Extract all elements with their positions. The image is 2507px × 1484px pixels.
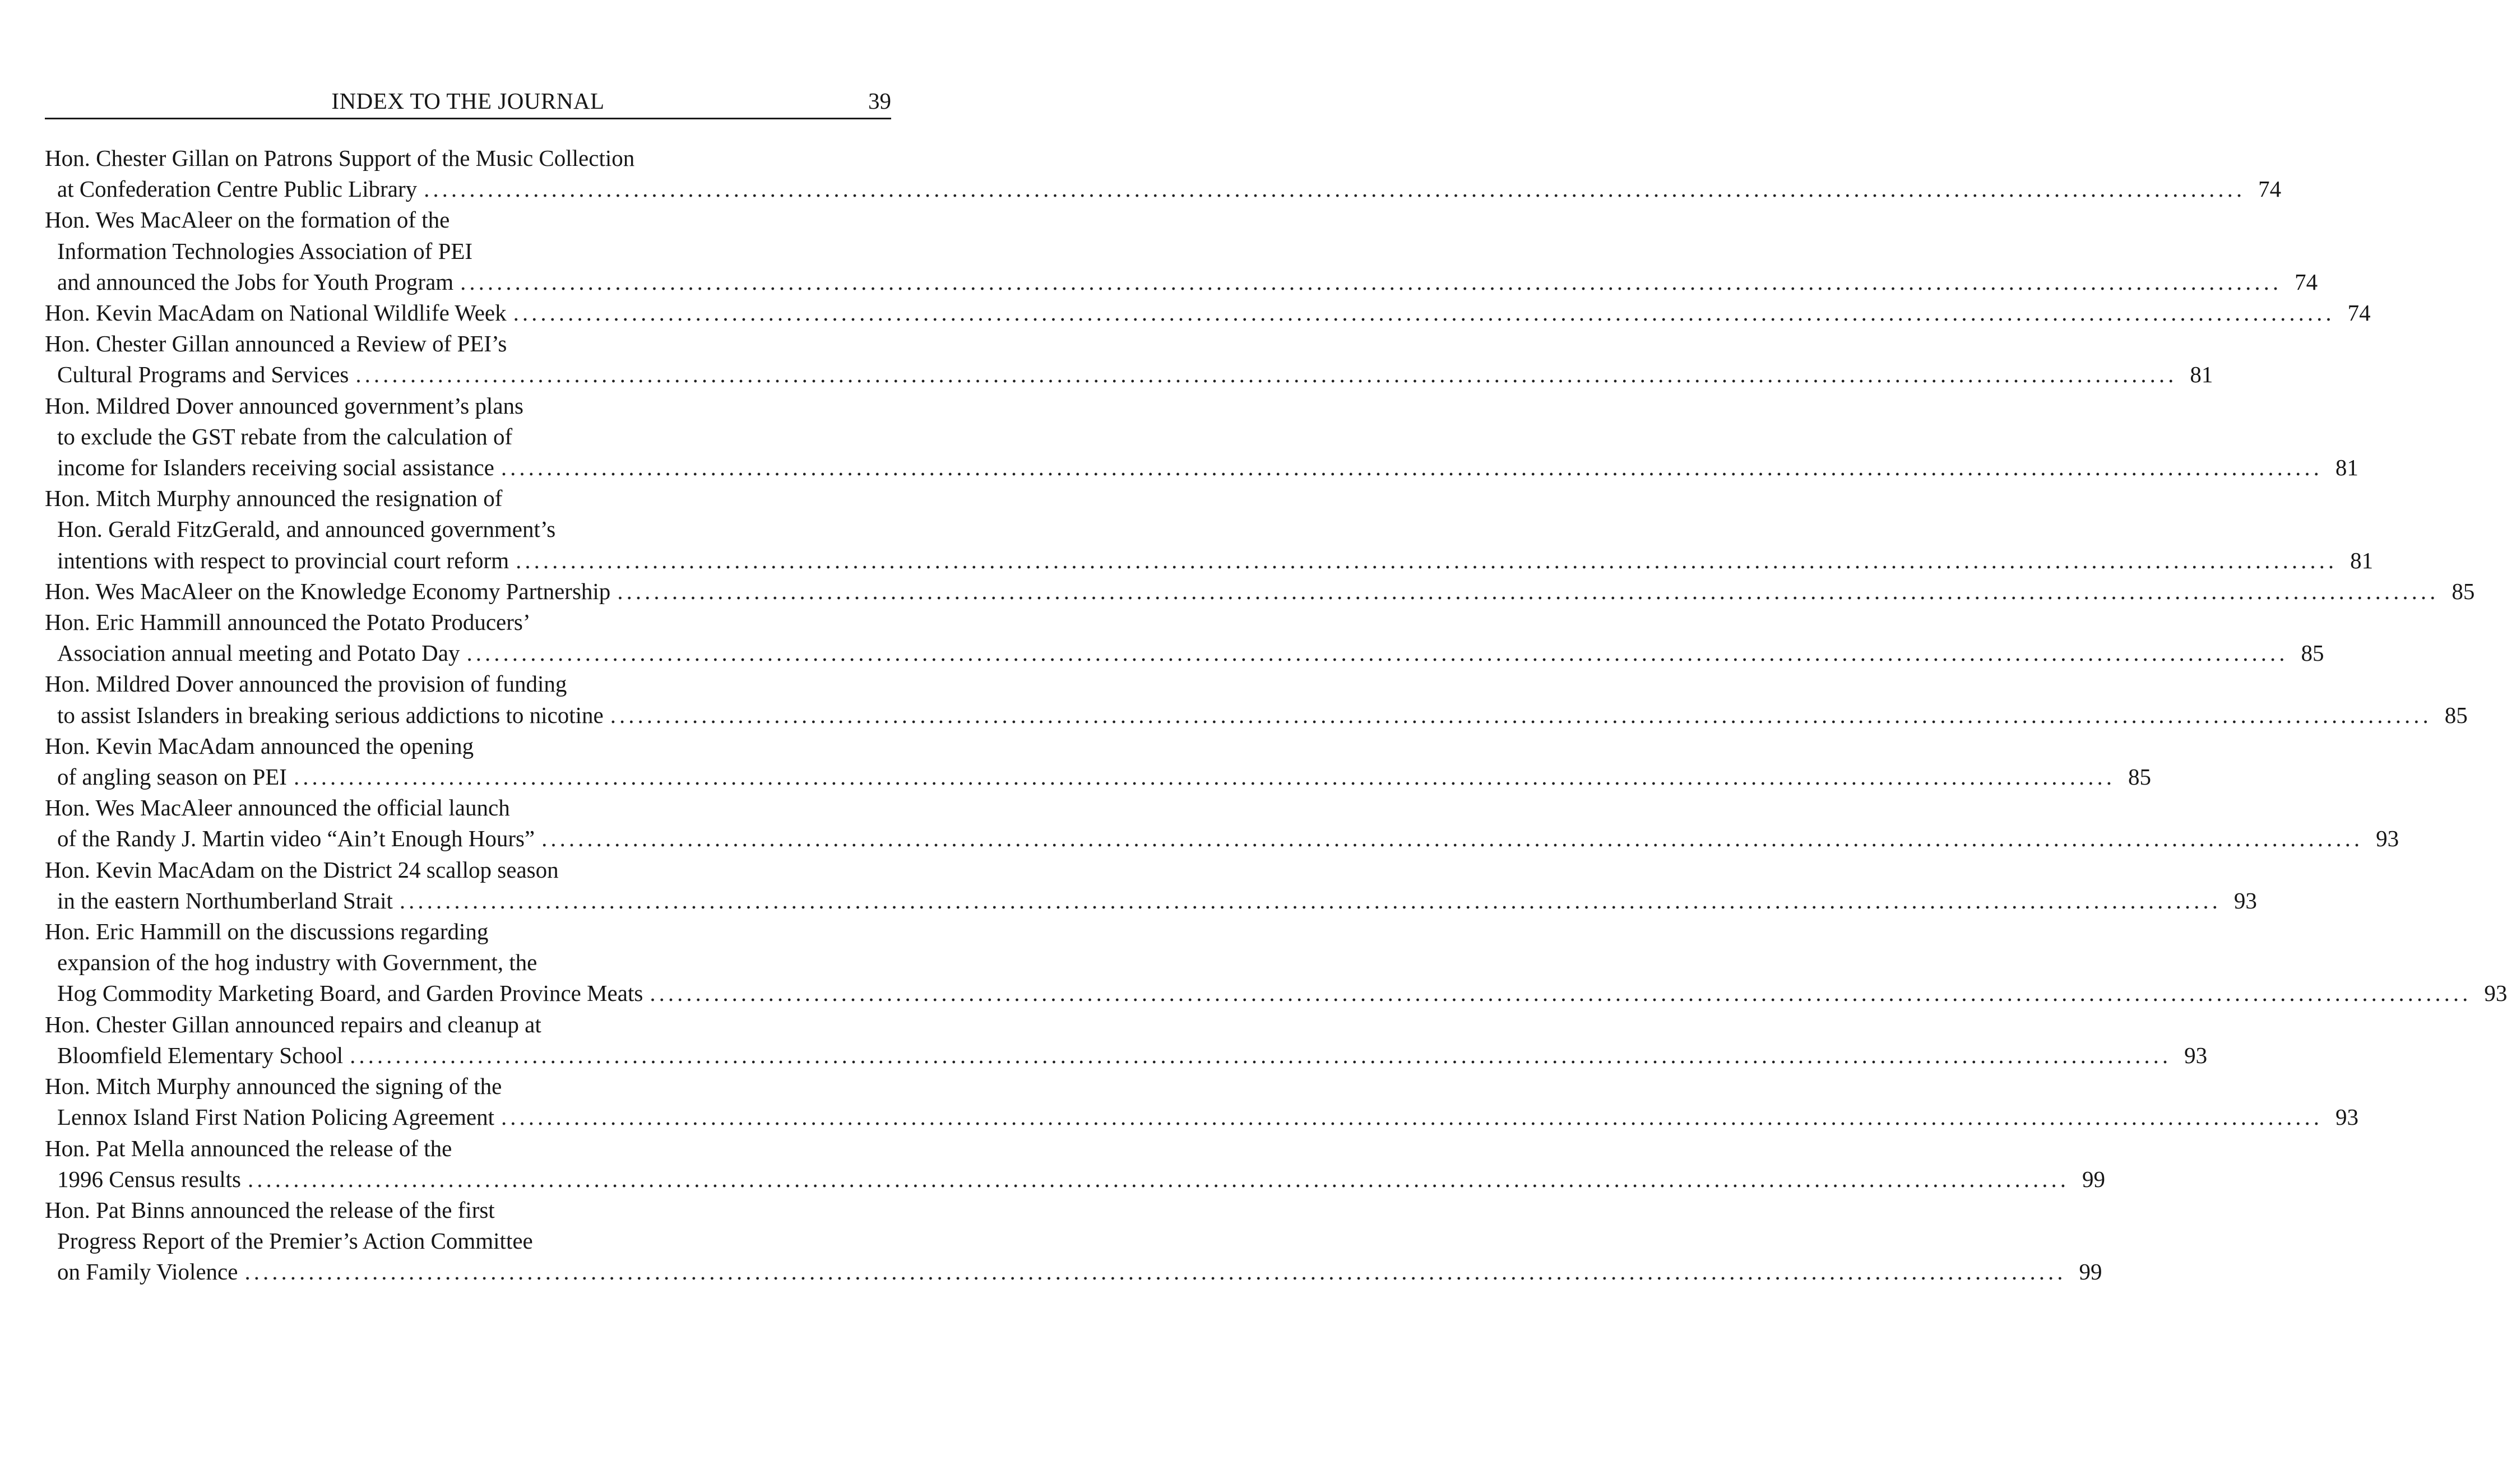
entry-line: at Confederation Centre Public Library	[57, 176, 418, 202]
entry-page-number: 85	[2301, 640, 2324, 666]
entry-line: Hon. Mildred Dover announced government’s plans	[45, 392, 523, 419]
entry-page-number: 74	[2258, 176, 2282, 202]
entry-page-number: 85	[2452, 578, 2475, 604]
entry-line: of angling season on PEI	[57, 764, 287, 790]
entry-page-number: 99	[2079, 1259, 2102, 1285]
index-entry	[45, 916, 2507, 1009]
page-title: INDEX TO THE JOURNAL	[331, 88, 605, 114]
entry-last-line	[45, 1164, 2105, 1195]
dot-leader: ........................................................................................................................................................................................................	[617, 578, 2439, 604]
entry-last-line	[45, 700, 2468, 731]
entry-last-line	[45, 576, 2475, 607]
entry-line: to exclude the GST rebate from the calculation of	[57, 423, 513, 449]
dot-leader: ........................................................................................................................................................................................................	[424, 176, 2246, 202]
index-entry	[45, 143, 2282, 205]
index-entry	[45, 1009, 2208, 1071]
entry-last-line	[45, 545, 2374, 576]
dot-leader: ........................................................................................................................................................................................................	[650, 980, 2472, 1007]
entry-line: Hon. Kevin MacAdam on National Wildlife Week	[45, 300, 507, 326]
entry-page-number: 74	[2347, 300, 2371, 326]
entry-page-number: 93	[2484, 980, 2507, 1007]
entry-line: Hon. Chester Gillan announced repairs and cleanup at	[45, 1011, 541, 1037]
entry-last-line	[45, 1102, 2359, 1133]
entry-line: Hon. Pat Mella announced the release of the	[45, 1135, 452, 1161]
entry-page-number: 81	[2350, 547, 2374, 573]
index-entry	[45, 607, 2324, 669]
dot-leader: ........................................................................................................................................................................................................	[610, 702, 2432, 728]
entry-line: Hon. Wes MacAleer announced the official launch	[45, 795, 510, 821]
entry-line: expansion of the hog industry with Government, the	[57, 949, 537, 976]
dot-leader: ........................................................................................................................................................................................................	[466, 640, 2288, 666]
entry-line: Hon. Eric Hammill on the discussions regarding	[45, 919, 489, 945]
dot-leader: ........................................................................................................................................................................................................	[350, 1042, 2172, 1068]
index-entry	[45, 1195, 2102, 1288]
dot-leader: ........................................................................................................................................................................................................	[355, 361, 2177, 388]
entry-line: Hon. Chester Gillan announced a Review of PEI’s	[45, 331, 507, 357]
index-entry	[45, 1133, 2105, 1195]
index-entry	[45, 855, 2257, 916]
entry-line: Cultural Programs and Services	[57, 361, 349, 388]
entry-page-number: 93	[2376, 826, 2399, 852]
entry-line: 1996 Census results	[57, 1166, 241, 1192]
dot-leader: ........................................................................................................................................................................................................	[293, 764, 2115, 790]
index-entry	[45, 576, 2475, 607]
dot-leader: ........................................................................................................................................................................................................	[244, 1259, 2066, 1285]
entry-last-line	[45, 1256, 2102, 1287]
entry-last-line	[45, 1040, 2208, 1071]
index-entry	[45, 483, 2374, 576]
dot-leader: ........................................................................................................................................................................................................	[460, 268, 2282, 295]
entry-last-line	[45, 298, 2371, 328]
entry-last-line	[45, 978, 2507, 1009]
entry-last-line	[45, 174, 2282, 205]
entry-line: Hon. Mildred Dover announced the provision of funding	[45, 671, 567, 697]
entry-line: Hon. Gerald FitzGerald, and announced government’s	[57, 516, 556, 542]
entry-line: Progress Report of the Premier’s Action Committee	[57, 1228, 533, 1254]
entry-last-line	[45, 885, 2257, 916]
entry-line: in the eastern Northumberland Strait	[57, 887, 393, 913]
entry-page-number: 93	[2233, 887, 2257, 913]
entry-line: Hon. Mitch Murphy announced the signing of the	[45, 1073, 502, 1100]
index-entry	[45, 792, 2399, 854]
entry-last-line	[45, 823, 2399, 854]
index-entries	[45, 143, 2507, 1288]
page-header	[45, 84, 891, 119]
index-page	[45, 84, 2507, 1288]
dot-leader: ........................................................................................................................................................................................................	[541, 826, 2364, 852]
dot-leader: ........................................................................................................................................................................................................	[399, 887, 2221, 913]
index-entry	[45, 328, 2213, 390]
entry-line: Hog Commodity Marketing Board, and Garden Province Meats	[57, 980, 643, 1007]
dot-leader: ........................................................................................................................................................................................................	[516, 547, 2338, 573]
entry-page-number: 74	[2295, 268, 2318, 295]
entry-line: Information Technologies Association of PEI	[57, 238, 473, 264]
page-number: 39	[868, 88, 891, 114]
entry-page-number: 85	[2128, 764, 2151, 790]
entry-page-number: 81	[2335, 455, 2358, 481]
index-entry	[45, 298, 2371, 328]
entry-last-line	[45, 452, 2358, 483]
entry-last-line	[45, 267, 2318, 298]
index-entry	[45, 391, 2358, 484]
entry-line: Hon. Mitch Murphy announced the resignation of	[45, 485, 503, 512]
entry-line: Lennox Island First Nation Policing Agreement	[57, 1104, 495, 1130]
entry-line: Bloomfield Elementary School	[57, 1042, 344, 1068]
index-entry	[45, 1071, 2359, 1133]
entry-page-number: 99	[2082, 1166, 2105, 1192]
entry-page-number: 93	[2335, 1104, 2359, 1130]
entry-line: on Family Violence	[57, 1259, 238, 1285]
entry-line: intentions with respect to provincial court reform	[57, 547, 509, 573]
entry-line: and announced the Jobs for Youth Program	[57, 268, 454, 295]
entry-page-number: 81	[2190, 361, 2213, 388]
entry-line: Hon. Pat Binns announced the release of the first	[45, 1197, 495, 1223]
entry-page-number: 93	[2184, 1042, 2208, 1068]
entry-line: Hon. Wes MacAleer on the formation of the	[45, 207, 450, 233]
entry-line: Association annual meeting and Potato Day	[57, 640, 460, 666]
entry-line: Hon. Eric Hammill announced the Potato Producers’	[45, 609, 531, 636]
entry-line: Hon. Kevin MacAdam on the District 24 scallop season	[45, 856, 559, 883]
entry-page-number: 85	[2444, 702, 2468, 728]
index-entry	[45, 731, 2151, 792]
dot-leader: ........................................................................................................................................................................................................	[248, 1166, 2069, 1192]
index-entry	[45, 205, 2318, 298]
dot-leader: ........................................................................................................................................................................................................	[501, 455, 2323, 481]
entry-line: Hon. Chester Gillan on Patrons Support of the Music Collection	[45, 145, 635, 171]
entry-line: to assist Islanders in breaking serious addictions to nicotine	[57, 702, 604, 728]
entry-last-line	[45, 359, 2213, 390]
entry-last-line	[45, 762, 2151, 792]
index-entry	[45, 669, 2468, 730]
entry-line: income for Islanders receiving social assistance	[57, 455, 494, 481]
entry-last-line	[45, 638, 2324, 669]
entry-line: Hon. Kevin MacAdam announced the opening	[45, 732, 474, 759]
entry-line: of the Randy J. Martin video “Ain’t Enough Hours”	[57, 826, 535, 852]
dot-leader: ........................................................................................................................................................................................................	[501, 1104, 2323, 1130]
entry-line: Hon. Wes MacAleer on the Knowledge Economy Partnership	[45, 578, 611, 604]
dot-leader: ........................................................................................................................................................................................................	[513, 300, 2335, 326]
